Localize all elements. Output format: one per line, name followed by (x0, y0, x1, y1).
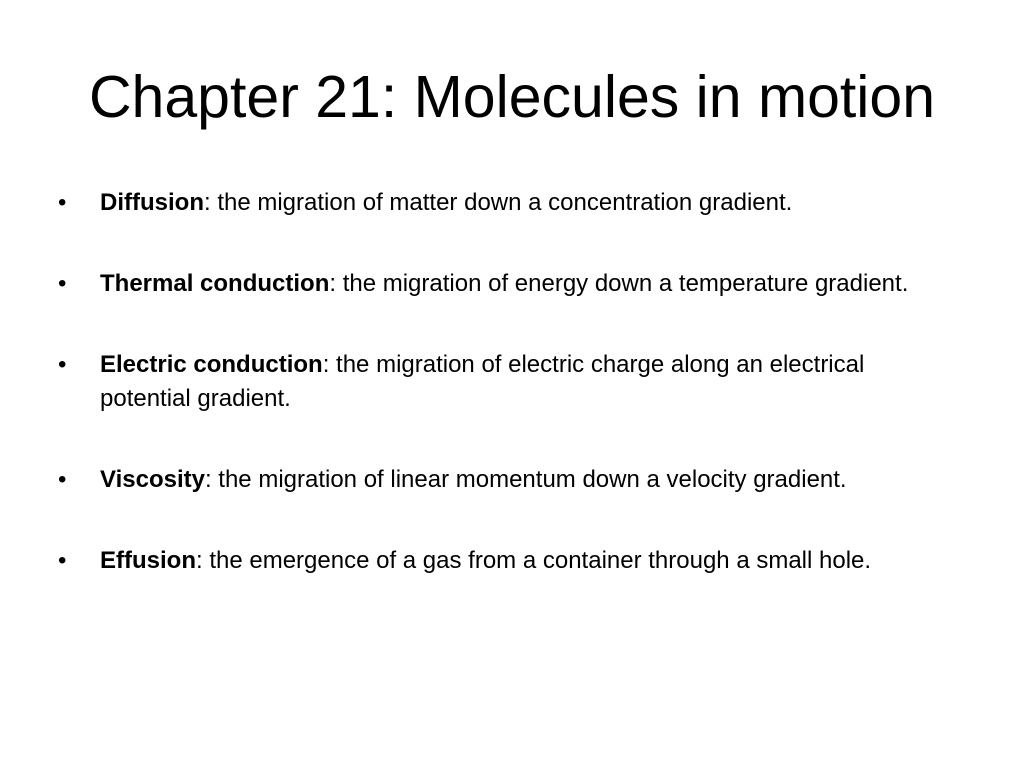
slide-title: Chapter 21: Molecules in motion (88, 64, 936, 130)
bullet-definition: : the emergence of a gas from a container through a small hole. (196, 547, 872, 574)
bullet-term: Thermal conduction (100, 270, 330, 297)
bullet-item-effusion (58, 544, 958, 578)
bullet-term: Diffusion (100, 189, 204, 216)
bullet-icon: • (58, 270, 67, 297)
bullet-term: Electric conduction (100, 351, 323, 378)
bullet-definition: : the migration of matter down a concentration gradient. (203, 189, 793, 216)
bullet-icon: • (58, 547, 67, 574)
bullet-item-electric-conduction (58, 348, 958, 416)
bullet-icon: • (58, 351, 67, 378)
bullet-icon: • (58, 466, 67, 493)
bullet-definition: : the migration of electric charge along an electrical potential gradient. (100, 351, 865, 412)
bullet-term: Effusion (100, 547, 196, 574)
bullet-definition: : the migration of linear momentum down a velocity gradient. (204, 466, 847, 493)
bullet-item-thermal-conduction (58, 267, 958, 301)
bullet-item-diffusion (58, 186, 958, 220)
bullet-list (58, 186, 958, 578)
bullet-icon: • (58, 189, 67, 216)
bullet-term: Viscosity (100, 466, 205, 493)
bullet-item-viscosity (58, 463, 958, 497)
bullet-definition: : the migration of energy down a temperature gradient. (329, 270, 909, 297)
